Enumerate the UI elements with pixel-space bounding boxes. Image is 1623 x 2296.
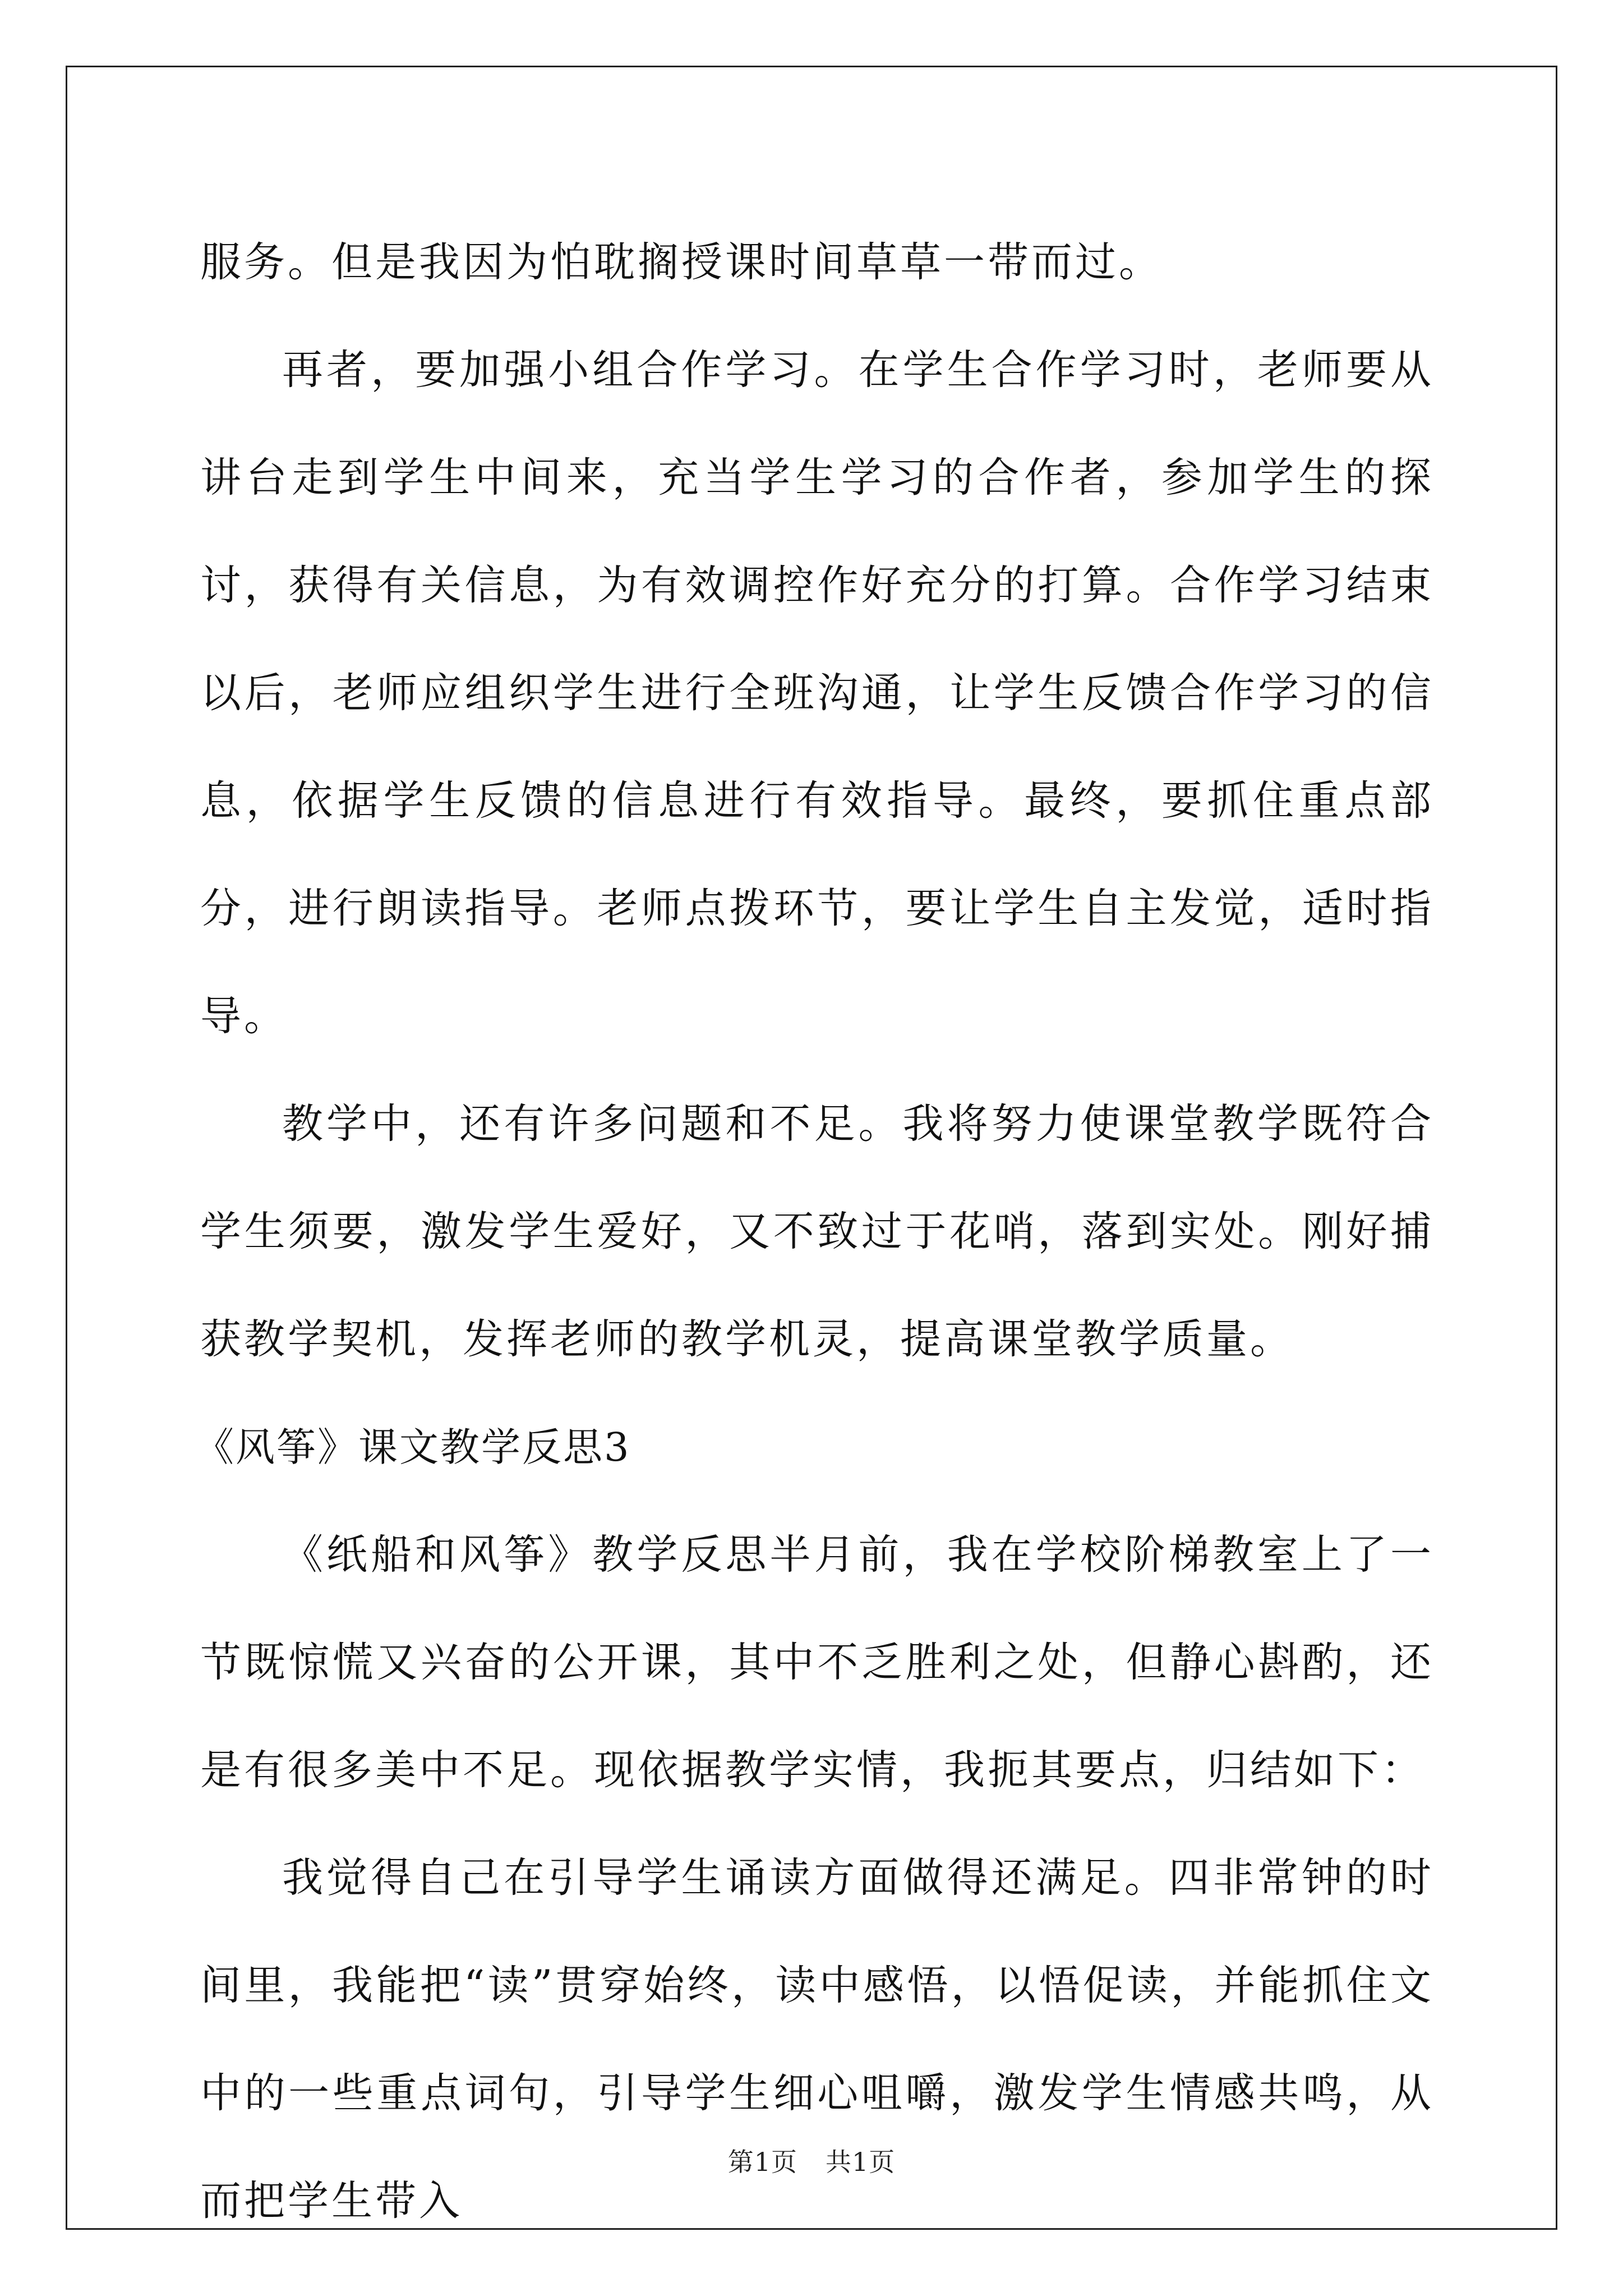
- paragraph-1: 服务。但是我因为怕耽搁授课时间草草一带而过。: [200, 238, 1163, 286]
- paragraph-4: 《纸船和风筝》教学反思半月前，我在学校阶梯教室上了一节既惊慌又兴奋的公开课，其中不乏胜利之处，但静心斟酌，还是有很多美中不足。现依据教学实情，我扼其要点，归结如下：: [200, 1531, 1434, 1794]
- paragraph-3: 教学中，还有许多问题和不足。我将努力使课堂教学既符合学生须要，激发学生爱好，又不致过于花哨，落到实处。刚好捕获教学契机，发挥老师的教学机灵，提高课堂教学质量。: [200, 1100, 1434, 1363]
- paragraph-5: 我觉得自己在引导学生诵读方面做得还满足。四非常钟的时间里，我能把“读”贯穿始终，读中感悟，以悟促读，并能抓住文中的一些重点词句，引导学生细心咀嚼，激发学生情感共鸣，从而把学生带入: [200, 1854, 1434, 2225]
- page-number: 第1页: [727, 2147, 797, 2177]
- section-heading: 《风筝》课文教学反思3: [195, 1424, 631, 1470]
- document-body: [195, 209, 1434, 2255]
- page-total: 共1页: [826, 2147, 896, 2177]
- paragraph-2: 再者，要加强小组合作学习。在学生合作学习时，老师要从讲台走到学生中间来，充当学生学习的合作者，参加学生的探讨，获得有关信息，为有效调控作好充分的打算。合作学习结束以后，老师应组织学生进行全班沟通，让学生反馈合作学习的信息，依据学生反馈的信息进行有效指导。最终，要抓住重点部分，进行朗读指导。老师点拨环节，要让学生自主发觉，适时指导。: [200, 346, 1434, 1040]
- page-footer: [0, 2142, 1623, 2179]
